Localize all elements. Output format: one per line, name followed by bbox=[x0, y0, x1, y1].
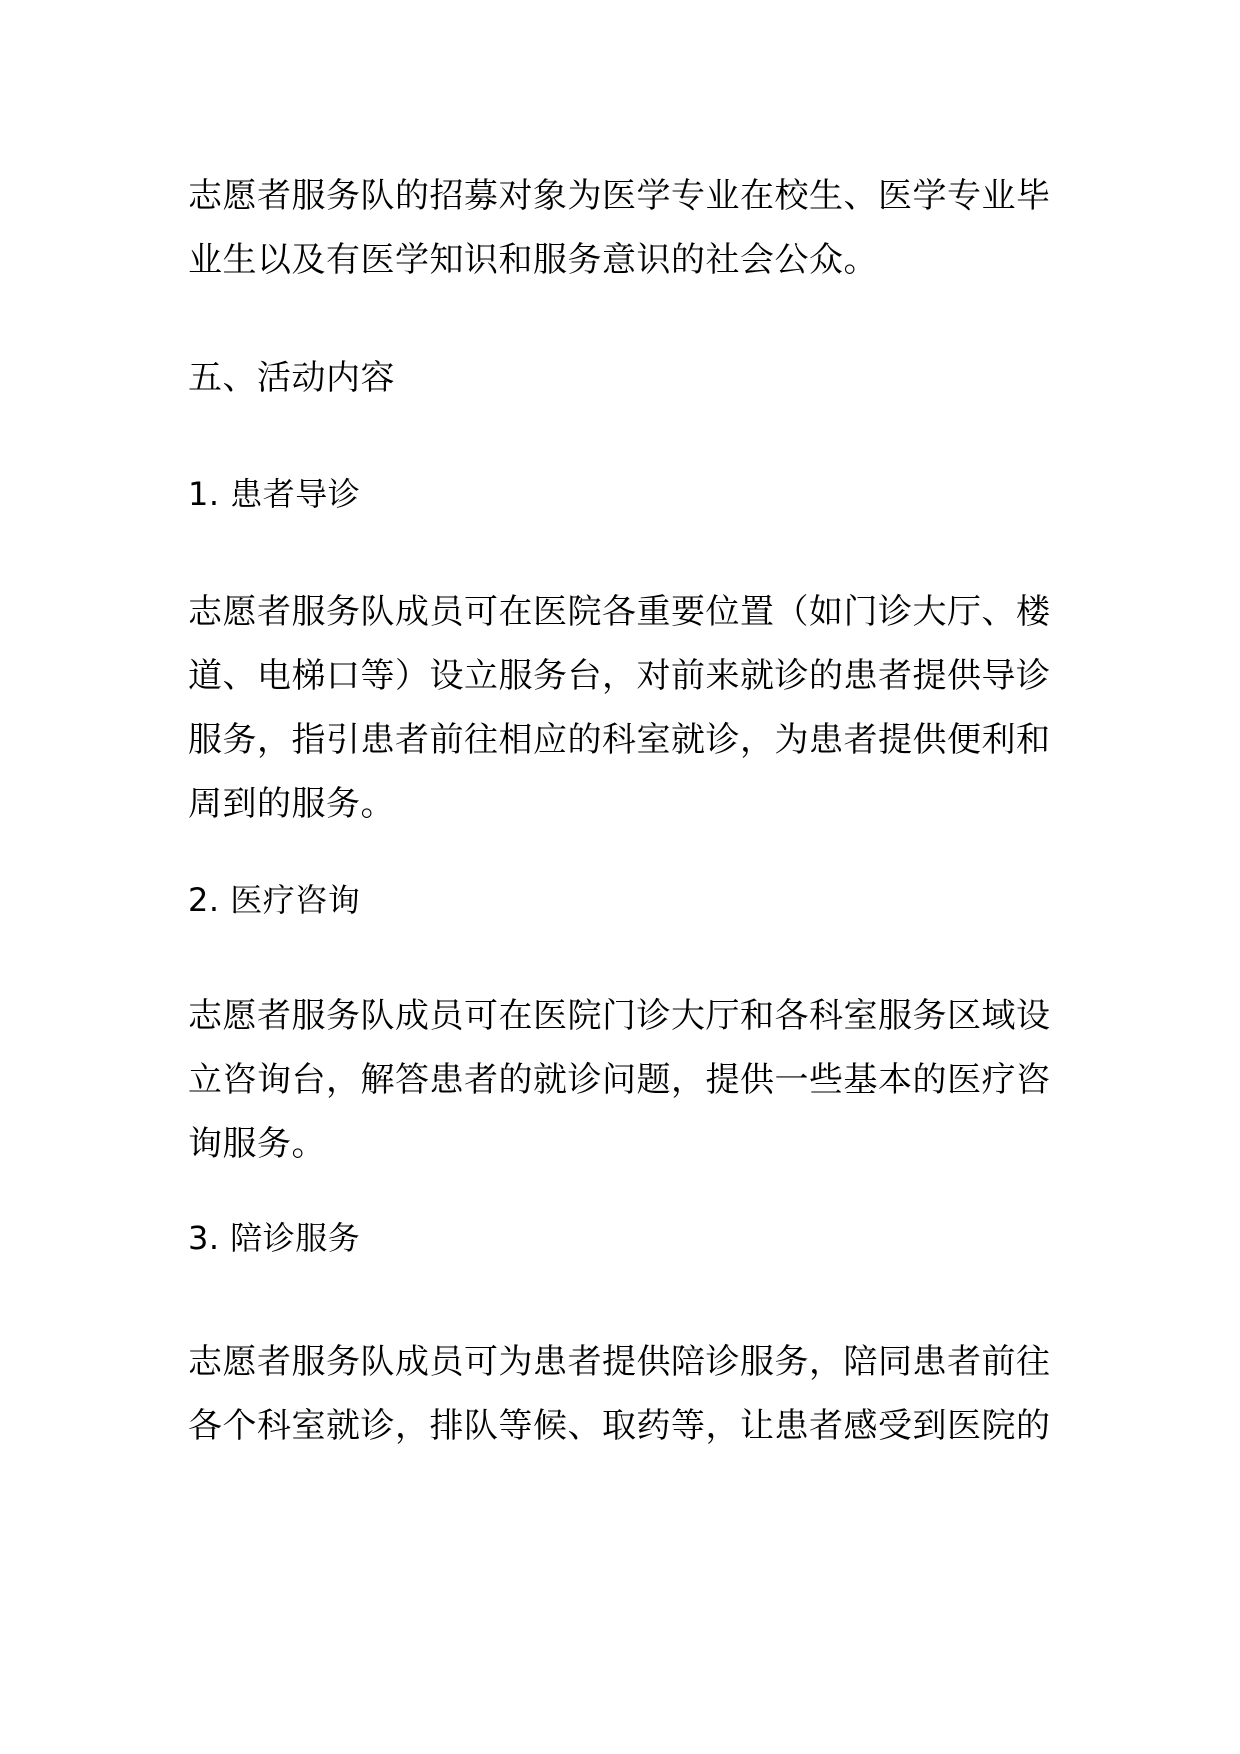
paragraph-line: 询服务。 bbox=[188, 1124, 326, 1164]
item-heading bbox=[188, 868, 1058, 932]
paragraph-line: 道、电梯口等）设立服务台，对前来就诊的患者提供导诊 bbox=[188, 656, 1051, 696]
section-title: 五、活动内容 bbox=[188, 358, 395, 398]
paragraph-line: 各个科室就诊，排队等候、取药等，让患者感受到医院的 bbox=[188, 1406, 1051, 1446]
paragraph-line: 志愿者服务队成员可在医院各重要位置（如门诊大厅、楼 bbox=[188, 592, 1051, 632]
item-paragraph bbox=[188, 580, 1058, 836]
paragraph-line: 服务，指引患者前往相应的科室就诊，为患者提供便利和 bbox=[188, 720, 1051, 760]
paragraph-line: 周到的服务。 bbox=[188, 784, 395, 824]
section-heading bbox=[188, 346, 1058, 410]
paragraph-line: 立咨询台，解答患者的就诊问题，提供一些基本的医疗咨 bbox=[188, 1060, 1051, 1100]
item-heading bbox=[188, 462, 1058, 526]
item-paragraph bbox=[188, 1330, 1058, 1458]
item-title: 1. 患者导诊 bbox=[188, 475, 361, 513]
paragraph-line: 志愿者服务队成员可在医院门诊大厅和各科室服务区域设 bbox=[188, 996, 1051, 1036]
paragraph-line: 业生以及有医学知识和服务意识的社会公众。 bbox=[188, 240, 878, 280]
intro-paragraph bbox=[188, 164, 1058, 292]
item-heading bbox=[188, 1206, 1058, 1270]
item-paragraph bbox=[188, 984, 1058, 1176]
paragraph-line: 志愿者服务队的招募对象为医学专业在校生、医学专业毕 bbox=[188, 176, 1051, 216]
paragraph-line: 志愿者服务队成员可为患者提供陪诊服务，陪同患者前往 bbox=[188, 1342, 1051, 1382]
item-title: 3. 陪诊服务 bbox=[188, 1219, 361, 1257]
item-title: 2. 医疗咨询 bbox=[188, 881, 361, 919]
